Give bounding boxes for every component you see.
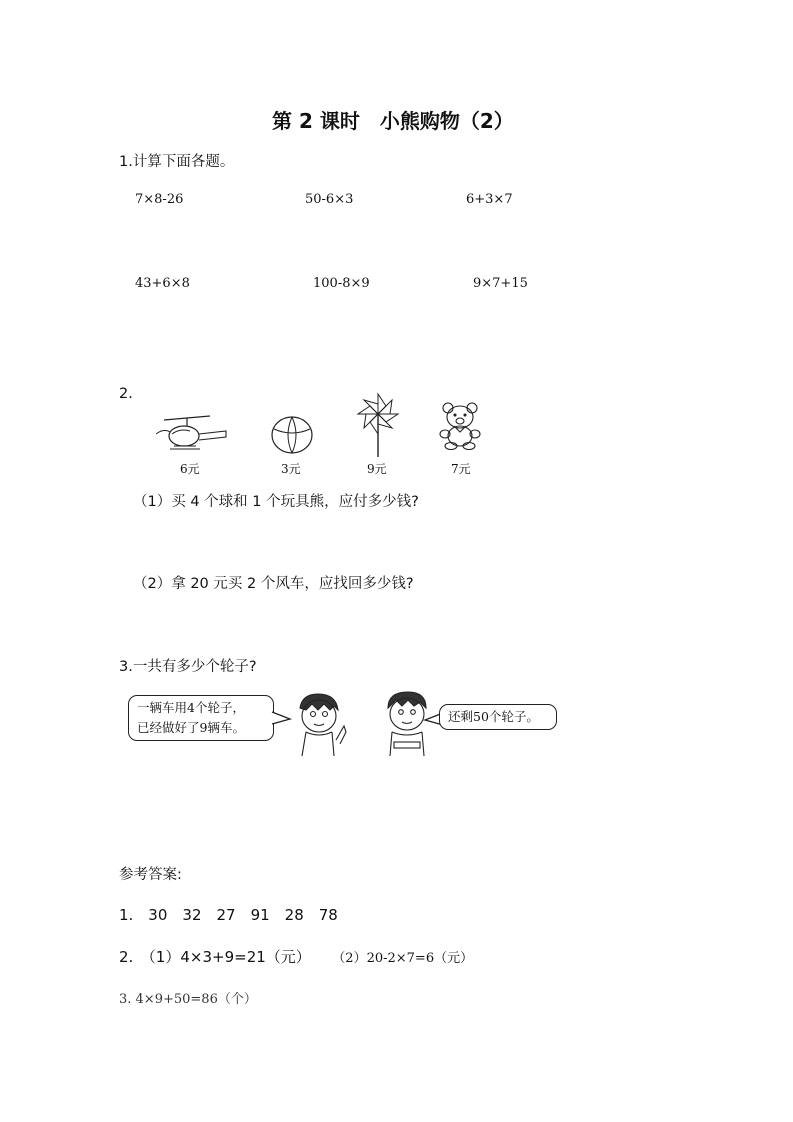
speech-text: 还剩50个轮子。 bbox=[448, 709, 539, 724]
teddy-bear-icon bbox=[438, 402, 484, 450]
helicopter-icon bbox=[152, 414, 232, 454]
answer-3: 3. 4×9+50=86（个） bbox=[119, 992, 257, 1007]
expression: 7×8-26 bbox=[135, 192, 184, 207]
expression: 43+6×8 bbox=[135, 276, 190, 291]
answer-2-part-2: （2）20-2×7=6（元） bbox=[338, 951, 474, 966]
expression: 6+3×7 bbox=[466, 192, 513, 207]
price-label: 9元 bbox=[367, 462, 387, 476]
page-title: 第 2 课时 小熊购物（2） bbox=[272, 109, 514, 133]
question-2-sub-2: （2）拿 20 元买 2 个风车，应找回多少钱? bbox=[133, 576, 414, 592]
speech-text: 已经做好了9辆车。 bbox=[137, 720, 245, 735]
price-label: 7元 bbox=[451, 462, 471, 476]
answer-1: 1. 30 32 27 91 28 78 bbox=[119, 906, 338, 924]
question-2-heading: 2. bbox=[119, 386, 133, 402]
price-label: 3元 bbox=[281, 462, 301, 476]
speech-text: 一辆车用4个轮子， bbox=[137, 700, 245, 715]
price-label: 6元 bbox=[180, 462, 200, 476]
answer-2 bbox=[119, 946, 473, 967]
speech-bubble-left bbox=[128, 695, 274, 741]
expression: 100-8×9 bbox=[313, 276, 370, 291]
expression: 9×7+15 bbox=[473, 276, 528, 291]
answers-heading: 参考答案: bbox=[119, 867, 182, 883]
speech-bubble-right bbox=[439, 704, 557, 730]
boy-icon bbox=[292, 692, 348, 758]
question-2-sub-1: （1）买 4 个球和 1 个玩具熊，应付多少钱? bbox=[133, 494, 419, 510]
pinwheel-icon bbox=[356, 392, 400, 458]
ball-icon bbox=[270, 415, 314, 455]
answer-2-label: 2. （1） bbox=[119, 948, 181, 966]
question-1-heading: 1.计算下面各题。 bbox=[119, 154, 235, 170]
expression: 50-6×3 bbox=[305, 192, 354, 207]
answer-2-part-1: 4×3+9=21（元） bbox=[180, 948, 311, 966]
bubble-tail-icon bbox=[272, 710, 292, 726]
question-3-heading: 3.一共有多少个轮子? bbox=[119, 659, 257, 675]
